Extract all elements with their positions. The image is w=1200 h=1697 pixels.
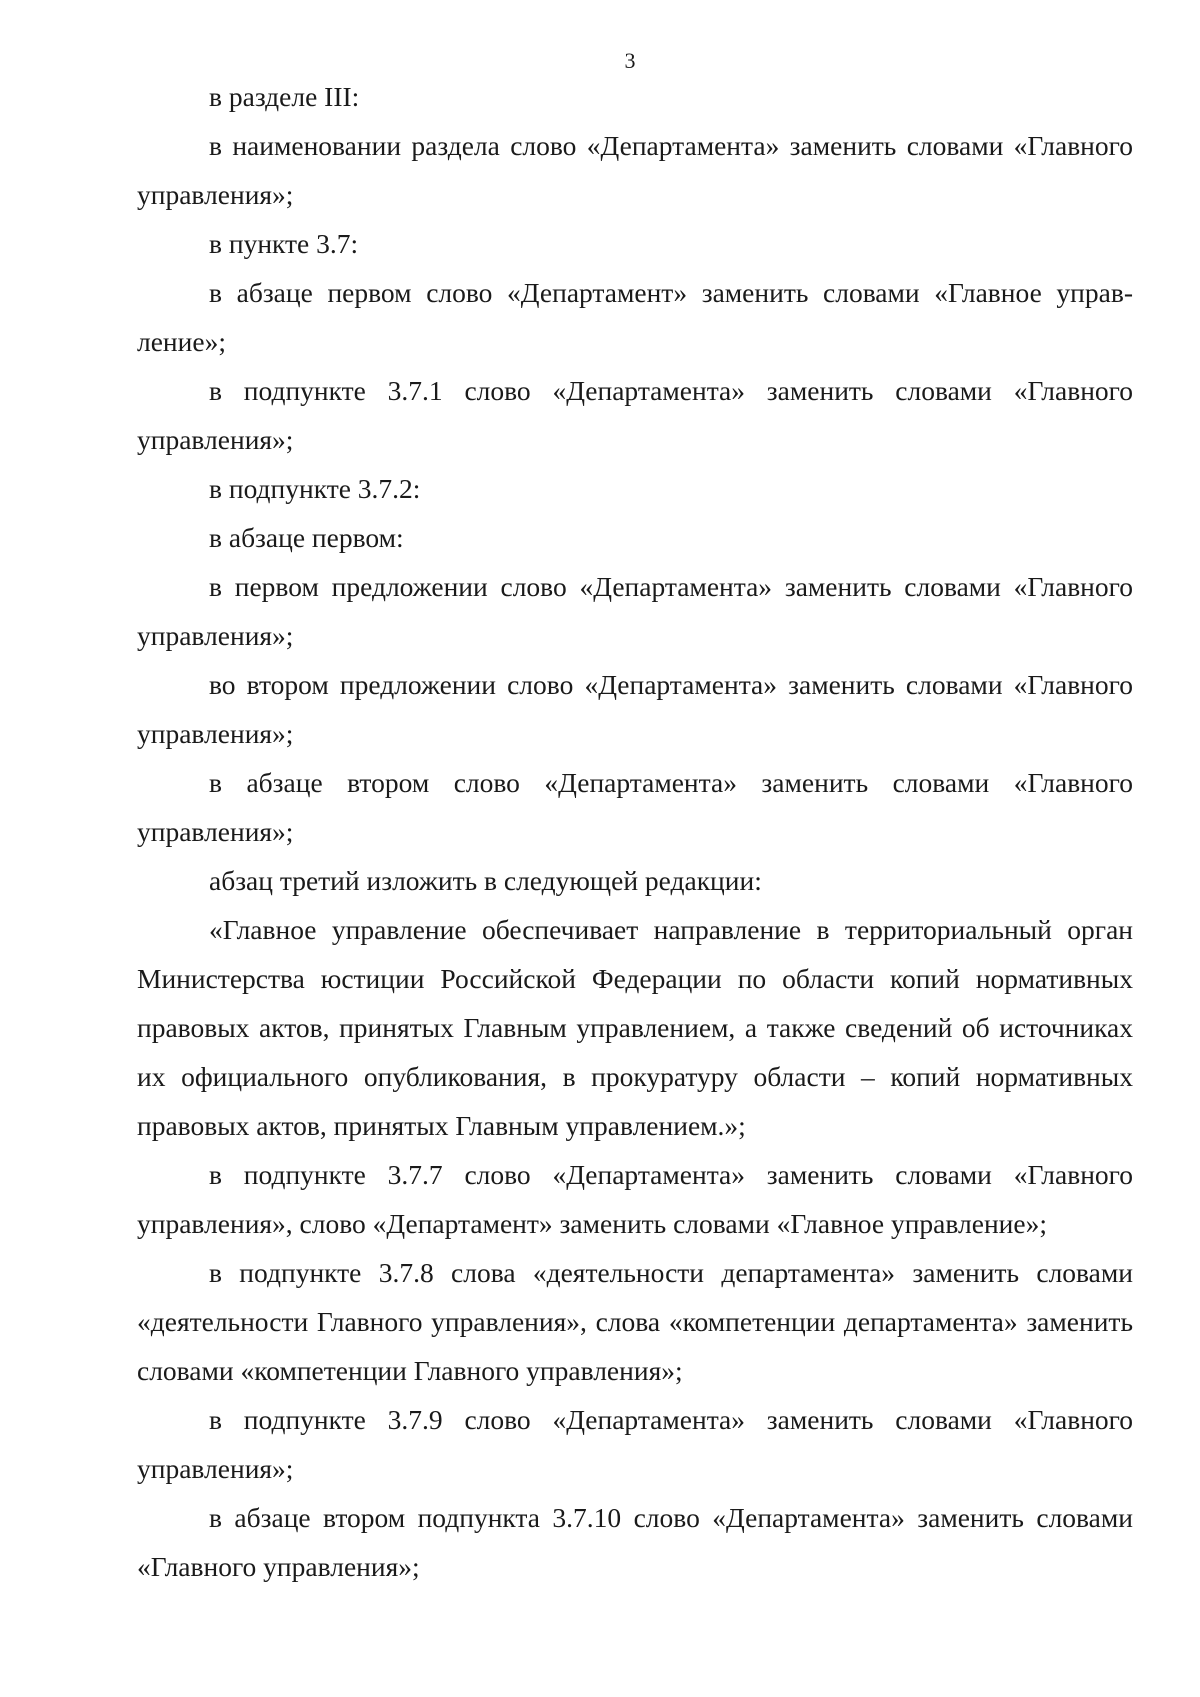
paragraph: в наименовании раздела слово «Департамента» заменить словами «Главного управления»; bbox=[137, 130, 1133, 210]
paragraph: в абзаце первом: bbox=[209, 522, 404, 553]
paragraph: в первом предложении слово «Департамента» заменить словами «Главного управления»; bbox=[137, 571, 1133, 651]
paragraph: в подпункте 3.7.7 слово «Департамента» заменить словами «Главного управления», слово «Департамент» заменить словами «Главное управление»; bbox=[137, 1159, 1133, 1239]
paragraph: в абзаце втором подпункта 3.7.10 слово «Департамента» заменить словами «Главного управления»; bbox=[137, 1502, 1133, 1582]
paragraph: в подпункте 3.7.1 слово «Департамента» заменить словами «Главного управления»; bbox=[137, 375, 1133, 455]
paragraph: в подпункте 3.7.9 слово «Департамента» заменить словами «Главного управления»; bbox=[137, 1404, 1133, 1484]
paragraph: в пункте 3.7: bbox=[209, 228, 359, 259]
page-number: 3 bbox=[624, 48, 636, 73]
paragraph: в абзаце втором слово «Департамента» заменить словами «Главного управления»; bbox=[137, 767, 1133, 847]
document-body bbox=[137, 72, 1133, 1591]
paragraph: во втором предложении слово «Департамента» заменить словами «Главного управления»; bbox=[137, 669, 1133, 749]
paragraph: в разделе III: bbox=[209, 81, 360, 112]
paragraph: в подпункте 3.7.8 слова «деятельности департамента» заменить словами «деятельности Главного управления», слова «компетенции департамента» заменить словами «компетенции Главного управления»; bbox=[137, 1257, 1133, 1386]
paragraph: «Главное управление обеспечивает направление в территориальный орган Министерства юстиции Российской Федерации по области копий нормативных правовых актов, принятых Главным управлением, а также сведений об источниках их официального опубликования, в прокуратуру области – копий нормативных правовых актов, принятых Главным управлением.»; bbox=[137, 914, 1133, 1141]
paragraph: абзац третий изложить в следующей редакции: bbox=[209, 865, 762, 896]
paragraph: в подпункте 3.7.2: bbox=[209, 473, 421, 504]
paragraph: в абзаце первом слово «Департамент» заменить словами «Главное управление»; bbox=[137, 277, 1133, 357]
